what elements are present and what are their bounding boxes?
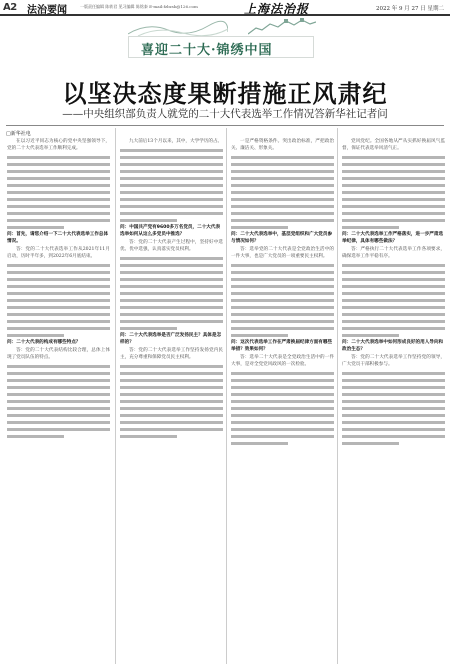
text-line bbox=[120, 219, 177, 222]
interview-question: 问：二十大代表选举工作严格落实，进一步严肃选举纪律，具体有哪些做法？ bbox=[342, 232, 444, 244]
text-line bbox=[231, 177, 334, 180]
text-line bbox=[231, 320, 334, 323]
text-line bbox=[7, 170, 110, 173]
text-line bbox=[342, 379, 445, 382]
text-line bbox=[7, 299, 110, 302]
text-line bbox=[7, 372, 110, 375]
section-name: 法治要闻 bbox=[27, 5, 67, 16]
text-line bbox=[231, 421, 334, 424]
text-line bbox=[342, 393, 445, 396]
text-line bbox=[120, 365, 223, 368]
interview-question: 问：中国共产党有9600多万名党员，二十大代表选举如何从这么多党员中推选？ bbox=[120, 225, 221, 237]
text-line bbox=[7, 414, 110, 417]
text-line bbox=[7, 278, 110, 281]
text-line bbox=[342, 442, 399, 445]
body-text-lines bbox=[120, 257, 223, 330]
text-line bbox=[7, 198, 110, 201]
article-column bbox=[120, 138, 223, 664]
text-line bbox=[231, 219, 334, 222]
text-line bbox=[342, 156, 445, 159]
text-line bbox=[231, 327, 334, 330]
text-line bbox=[342, 435, 445, 438]
text-line bbox=[231, 292, 334, 295]
page-number: A2 bbox=[3, 2, 17, 13]
text-line bbox=[231, 386, 334, 389]
text-line bbox=[120, 421, 223, 424]
text-line bbox=[120, 306, 223, 309]
text-line bbox=[231, 407, 334, 410]
text-line bbox=[342, 212, 445, 215]
text-line bbox=[231, 400, 334, 403]
body-text-lines bbox=[120, 149, 223, 222]
text-line bbox=[342, 184, 445, 187]
text-line bbox=[7, 327, 110, 330]
text-line bbox=[7, 435, 64, 438]
text-line bbox=[120, 428, 223, 431]
text-line bbox=[231, 428, 334, 431]
subheadline: ——中央组织部负责人就党的二十大代表选举工作情况答新华社记者问 bbox=[62, 108, 388, 120]
text-line bbox=[7, 264, 110, 267]
text-line bbox=[120, 372, 223, 375]
text-line bbox=[7, 428, 110, 431]
interview-question: 问：二十大代表的构成有哪些特点？ bbox=[7, 340, 81, 345]
body-paragraph: 在以习近平同志为核心的党中央坚强领导下，党的二十大代表选举工作顺利完成。 bbox=[7, 139, 110, 151]
text-line bbox=[231, 264, 334, 267]
text-line bbox=[342, 219, 445, 222]
text-line bbox=[120, 156, 223, 159]
body-paragraph: 答：党的二十大代表选举工作坚持发扬党内民主，充分尊重和保障党员民主权利。 bbox=[120, 348, 223, 360]
text-line bbox=[120, 163, 223, 166]
text-line bbox=[7, 320, 110, 323]
text-line bbox=[120, 264, 223, 267]
editors-line: 一版责任编辑 陈轶君 见习编辑 陈铭泰 E-mail:fzbzsb@126.com bbox=[80, 4, 198, 9]
body-paragraph: 答：选举二十大代表是全党政治生活中的一件大事，是对全党党风政风的一次检验。 bbox=[231, 355, 334, 367]
text-line bbox=[231, 372, 334, 375]
body-text-lines bbox=[7, 365, 110, 438]
text-line bbox=[231, 379, 334, 382]
text-line bbox=[342, 320, 445, 323]
column-divider bbox=[337, 128, 338, 664]
body-text-lines bbox=[342, 156, 445, 229]
text-line bbox=[7, 421, 110, 424]
text-line bbox=[342, 170, 445, 173]
text-line bbox=[7, 365, 110, 368]
text-line bbox=[231, 212, 334, 215]
body-paragraph: 答：选举党的二十大代表是全党政治生活中的一件大事，也是广大党员的一项重要民主权利。 bbox=[231, 247, 334, 259]
text-line bbox=[120, 184, 223, 187]
text-line bbox=[342, 177, 445, 180]
text-line bbox=[7, 313, 110, 316]
text-line bbox=[120, 327, 177, 330]
text-line bbox=[120, 149, 223, 152]
text-line bbox=[231, 156, 334, 159]
text-line bbox=[120, 278, 223, 281]
body-text-lines bbox=[231, 264, 334, 337]
text-line bbox=[7, 379, 110, 382]
text-line bbox=[7, 407, 110, 410]
text-line bbox=[120, 212, 223, 215]
text-line bbox=[342, 264, 445, 267]
text-line bbox=[342, 372, 445, 375]
text-line bbox=[120, 299, 223, 302]
paper-name: 上海法治报 bbox=[244, 2, 310, 16]
body-text-lines bbox=[231, 372, 334, 445]
text-line bbox=[231, 170, 334, 173]
text-line bbox=[231, 198, 334, 201]
masthead bbox=[0, 0, 450, 16]
text-line bbox=[231, 271, 334, 274]
body-text-lines bbox=[120, 365, 223, 438]
text-line bbox=[342, 407, 445, 410]
text-line bbox=[7, 205, 110, 208]
body-paragraph: 党风党纪。全国各地从严从实抓好换届风气监督，保证代表选举风清气正。 bbox=[342, 139, 445, 151]
body-text-lines bbox=[7, 264, 110, 337]
text-line bbox=[7, 212, 110, 215]
article-column bbox=[7, 138, 110, 664]
text-line bbox=[7, 292, 110, 295]
interview-question: 问：二十大代表选举中，基层党组织和广大党员参与情况如何？ bbox=[231, 232, 333, 244]
text-line bbox=[7, 306, 110, 309]
text-line bbox=[342, 313, 445, 316]
text-line bbox=[342, 414, 445, 417]
body-text-lines bbox=[342, 264, 445, 337]
text-line bbox=[120, 198, 223, 201]
text-line bbox=[342, 421, 445, 424]
text-line bbox=[7, 219, 110, 222]
text-line bbox=[7, 177, 110, 180]
article-column bbox=[231, 138, 334, 664]
text-line bbox=[120, 205, 223, 208]
text-line bbox=[342, 205, 445, 208]
text-line bbox=[231, 163, 334, 166]
text-line bbox=[120, 407, 223, 410]
text-line bbox=[342, 226, 399, 229]
text-line bbox=[231, 313, 334, 316]
banner-title: 喜迎二十大·锦绣中国 bbox=[141, 43, 273, 58]
text-line bbox=[7, 184, 110, 187]
text-line bbox=[342, 386, 445, 389]
text-line bbox=[7, 400, 110, 403]
text-line bbox=[231, 191, 334, 194]
feature-banner bbox=[128, 36, 314, 58]
text-line bbox=[7, 386, 110, 389]
text-line bbox=[120, 393, 223, 396]
text-line bbox=[7, 163, 110, 166]
text-line bbox=[342, 198, 445, 201]
article-column bbox=[342, 138, 445, 664]
column-divider bbox=[115, 128, 116, 664]
text-line bbox=[7, 285, 110, 288]
text-line bbox=[120, 379, 223, 382]
text-line bbox=[342, 400, 445, 403]
text-line bbox=[342, 278, 445, 281]
interview-question: 问：二十大代表选举是否广泛发扬民主？具体是怎样的？ bbox=[120, 333, 222, 345]
interview-question: 问：首先，请您介绍一下二十大代表选举工作总体情况。 bbox=[7, 232, 109, 244]
body-paragraph: 九大前后13个月以来，其中，大学学历的占。 bbox=[129, 139, 223, 144]
body-paragraph: 答：党的二十大代表选举工作从2021年11月启动，历时半年多，到2022年6月底结束。 bbox=[7, 247, 110, 259]
text-line bbox=[231, 285, 334, 288]
body-paragraph: 一是严格资格条件。突出政治标准，严把政治关、廉洁关、形象关。 bbox=[231, 139, 334, 151]
great-wall-icon bbox=[248, 18, 316, 36]
text-line bbox=[7, 334, 64, 337]
text-line bbox=[231, 414, 334, 417]
text-line bbox=[7, 156, 110, 159]
interview-question: 问：二十大代表选举中如何形成良好的用人导向和政治生态？ bbox=[342, 340, 444, 352]
body-paragraph: 答：党的二十大代表结构比较合理，总体上体现了党员队伍的特点。 bbox=[7, 348, 110, 360]
body-paragraph: 答：严格执行二十大代表选举工作各项要求，确保选举工作平稳有序。 bbox=[342, 247, 445, 259]
text-line bbox=[120, 320, 223, 323]
text-line bbox=[120, 292, 223, 295]
body-paragraph: 答：党的二十大代表产生过程中，坚持好中选优、优中选强，认真落实党员权利。 bbox=[120, 240, 223, 252]
text-line bbox=[342, 327, 445, 330]
text-line bbox=[120, 400, 223, 403]
text-line bbox=[342, 285, 445, 288]
text-line bbox=[120, 414, 223, 417]
issue-date: 2022 年 9 月 27 日 星期二 bbox=[376, 6, 444, 12]
text-line bbox=[231, 393, 334, 396]
text-line bbox=[120, 257, 223, 260]
divider bbox=[6, 125, 444, 126]
text-line bbox=[342, 191, 445, 194]
text-line bbox=[231, 442, 288, 445]
byline: □新华社电 bbox=[6, 131, 31, 137]
text-line bbox=[120, 313, 223, 316]
text-line bbox=[7, 226, 64, 229]
text-line bbox=[342, 163, 445, 166]
text-line bbox=[120, 435, 177, 438]
text-line bbox=[120, 285, 223, 288]
text-line bbox=[342, 299, 445, 302]
text-line bbox=[342, 428, 445, 431]
text-line bbox=[231, 306, 334, 309]
banner-decoration-icon bbox=[128, 20, 228, 36]
text-line bbox=[231, 299, 334, 302]
text-line bbox=[342, 292, 445, 295]
text-line bbox=[342, 271, 445, 274]
text-line bbox=[120, 271, 223, 274]
text-line bbox=[7, 393, 110, 396]
interview-question: 问：这次代表选举工作在严肃换届纪律方面有哪些举措？效果如何？ bbox=[231, 340, 333, 352]
text-line bbox=[120, 170, 223, 173]
text-line bbox=[231, 334, 288, 337]
text-line bbox=[120, 191, 223, 194]
text-line bbox=[120, 386, 223, 389]
text-line bbox=[7, 191, 110, 194]
body-text-lines bbox=[342, 372, 445, 445]
text-line bbox=[231, 435, 334, 438]
text-line bbox=[7, 271, 110, 274]
text-line bbox=[231, 205, 334, 208]
body-text-lines bbox=[7, 156, 110, 229]
text-line bbox=[231, 278, 334, 281]
page-title: 以坚决态度果断措施正风肃纪 bbox=[62, 80, 388, 108]
column-divider bbox=[226, 128, 227, 664]
text-line bbox=[120, 177, 223, 180]
text-line bbox=[231, 184, 334, 187]
body-paragraph: 答：党的二十大代表选举工作坚持党的领导，广大党员干部积极参与。 bbox=[342, 355, 445, 367]
body-text-lines bbox=[231, 156, 334, 229]
text-line bbox=[231, 226, 288, 229]
text-line bbox=[342, 306, 445, 309]
text-line bbox=[342, 334, 399, 337]
